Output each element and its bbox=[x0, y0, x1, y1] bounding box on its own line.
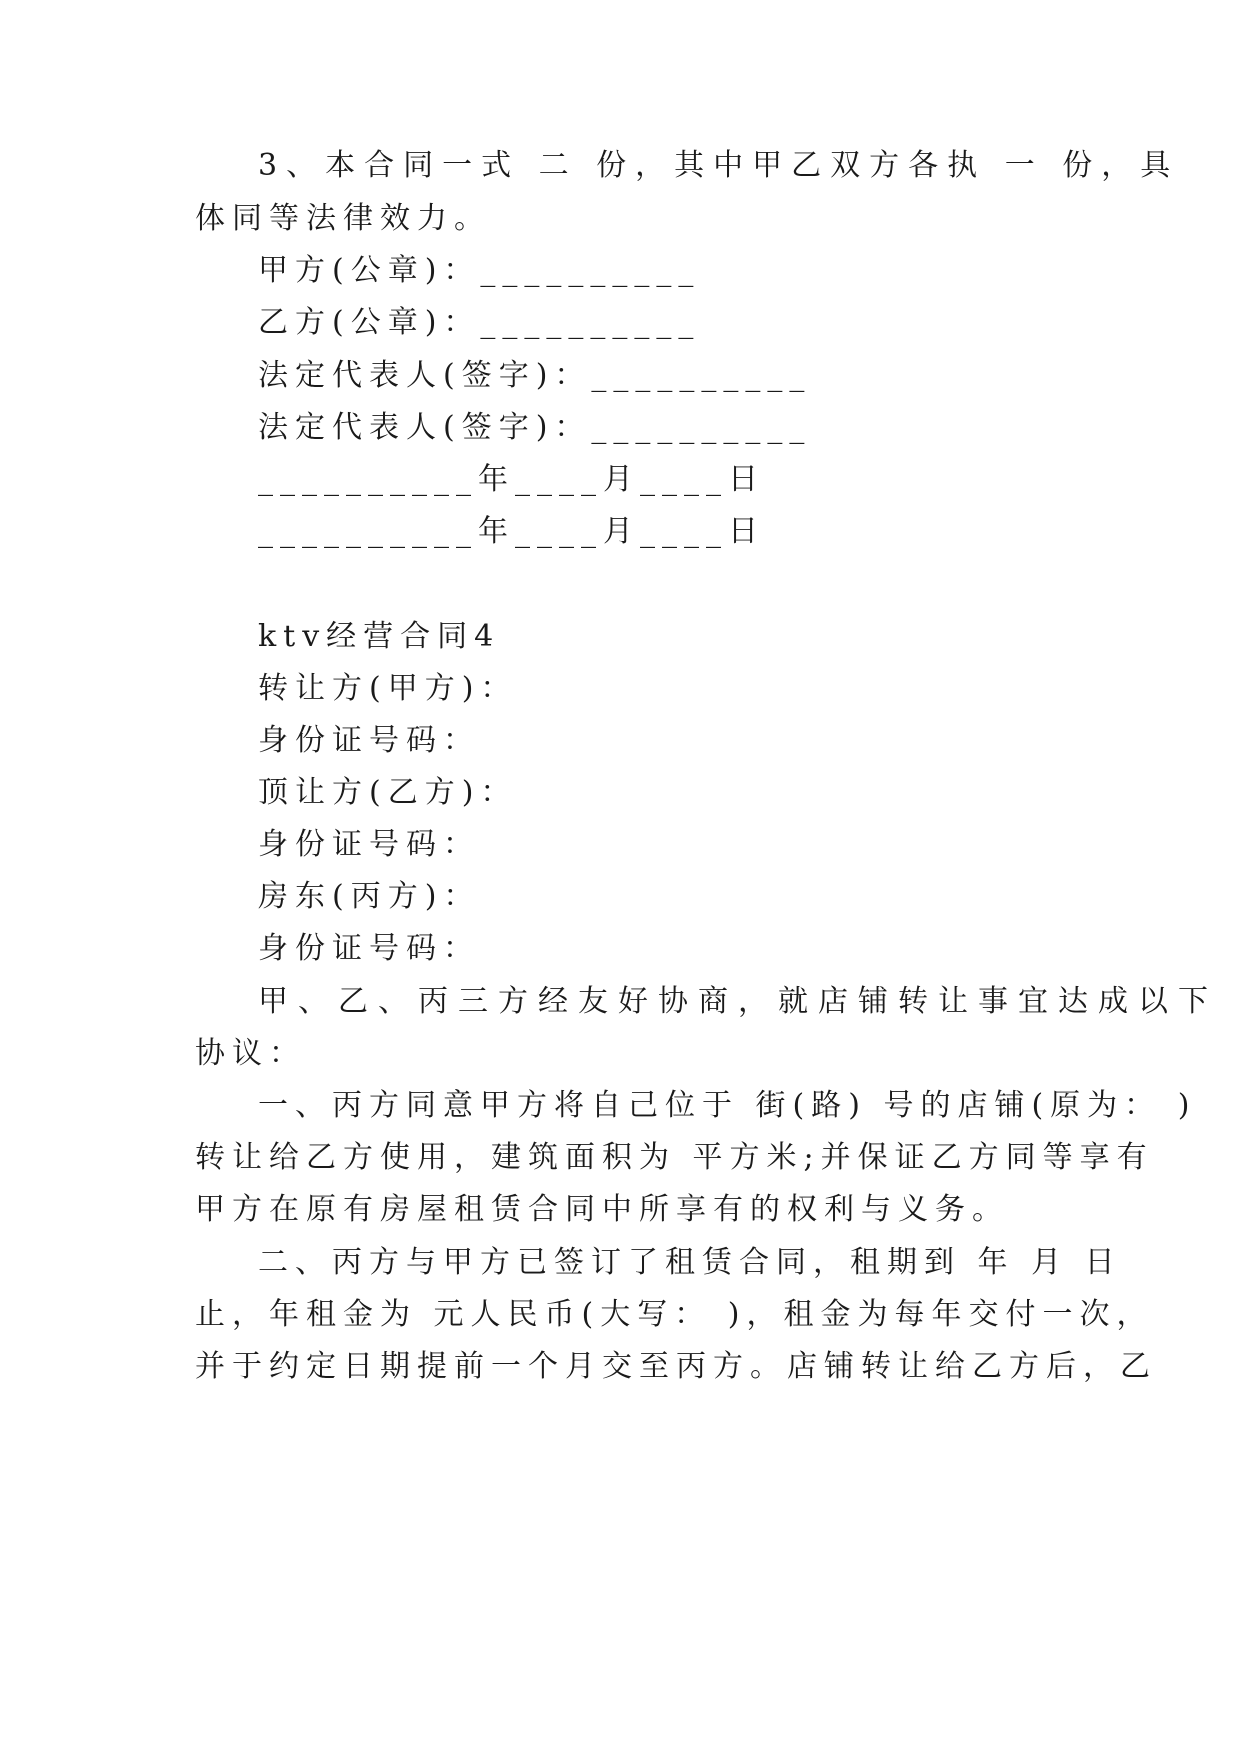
signature-line-legal-rep-2: 法定代表人(签字)：__________ bbox=[258, 410, 812, 445]
signature-line-legal-rep-1: 法定代表人(签字)：__________ bbox=[258, 358, 812, 393]
signature-line-party-b-seal: 乙方(公章)：__________ bbox=[258, 305, 701, 340]
text-line: 体同等法律效力。 bbox=[195, 201, 491, 236]
text-line: 止，年租金为 元人民币(大写： )，租金为每年交付一次， bbox=[195, 1297, 1154, 1332]
signature-line-party-a-seal: 甲方(公章)：__________ bbox=[258, 253, 701, 288]
text-line: 顶让方(乙方)： bbox=[258, 775, 518, 810]
text-line: 并于约定日期提前一个月交至丙方。店铺转让给乙方后，乙 bbox=[195, 1349, 1157, 1384]
text-line: 身份证号码： bbox=[258, 827, 480, 862]
date-line-1: __________年____月____日 bbox=[258, 462, 765, 497]
text-line: 一、丙方同意甲方将自己位于 街(路) 号的店铺(原为： ) bbox=[258, 1088, 1197, 1123]
text-line: 甲方在原有房屋租赁合同中所享有的权利与义务。 bbox=[195, 1192, 1009, 1227]
text-line: 甲、乙、丙三方经友好协商，就店铺转让事宜达成以下 bbox=[258, 984, 1218, 1019]
date-line-2: __________年____月____日 bbox=[258, 514, 765, 549]
text-line: 二、丙方与甲方已签订了租赁合同，租期到 年 月 日 bbox=[258, 1245, 1122, 1280]
text-line: 身份证号码： bbox=[258, 931, 480, 966]
text-line: 身份证号码： bbox=[258, 723, 480, 758]
text-line: 转让方(甲方)： bbox=[258, 671, 518, 706]
text-line: 房东(丙方)： bbox=[258, 879, 481, 914]
text-line: 转让给乙方使用，建筑面积为 平方米;并保证乙方同等享有 bbox=[195, 1140, 1154, 1175]
text-line: 3、本合同一式 二 份，其中甲乙双方各执 一 份，具 bbox=[258, 148, 1180, 183]
section-title: ktv经营合同4 bbox=[258, 619, 501, 654]
text-line: 协议： bbox=[195, 1036, 306, 1071]
